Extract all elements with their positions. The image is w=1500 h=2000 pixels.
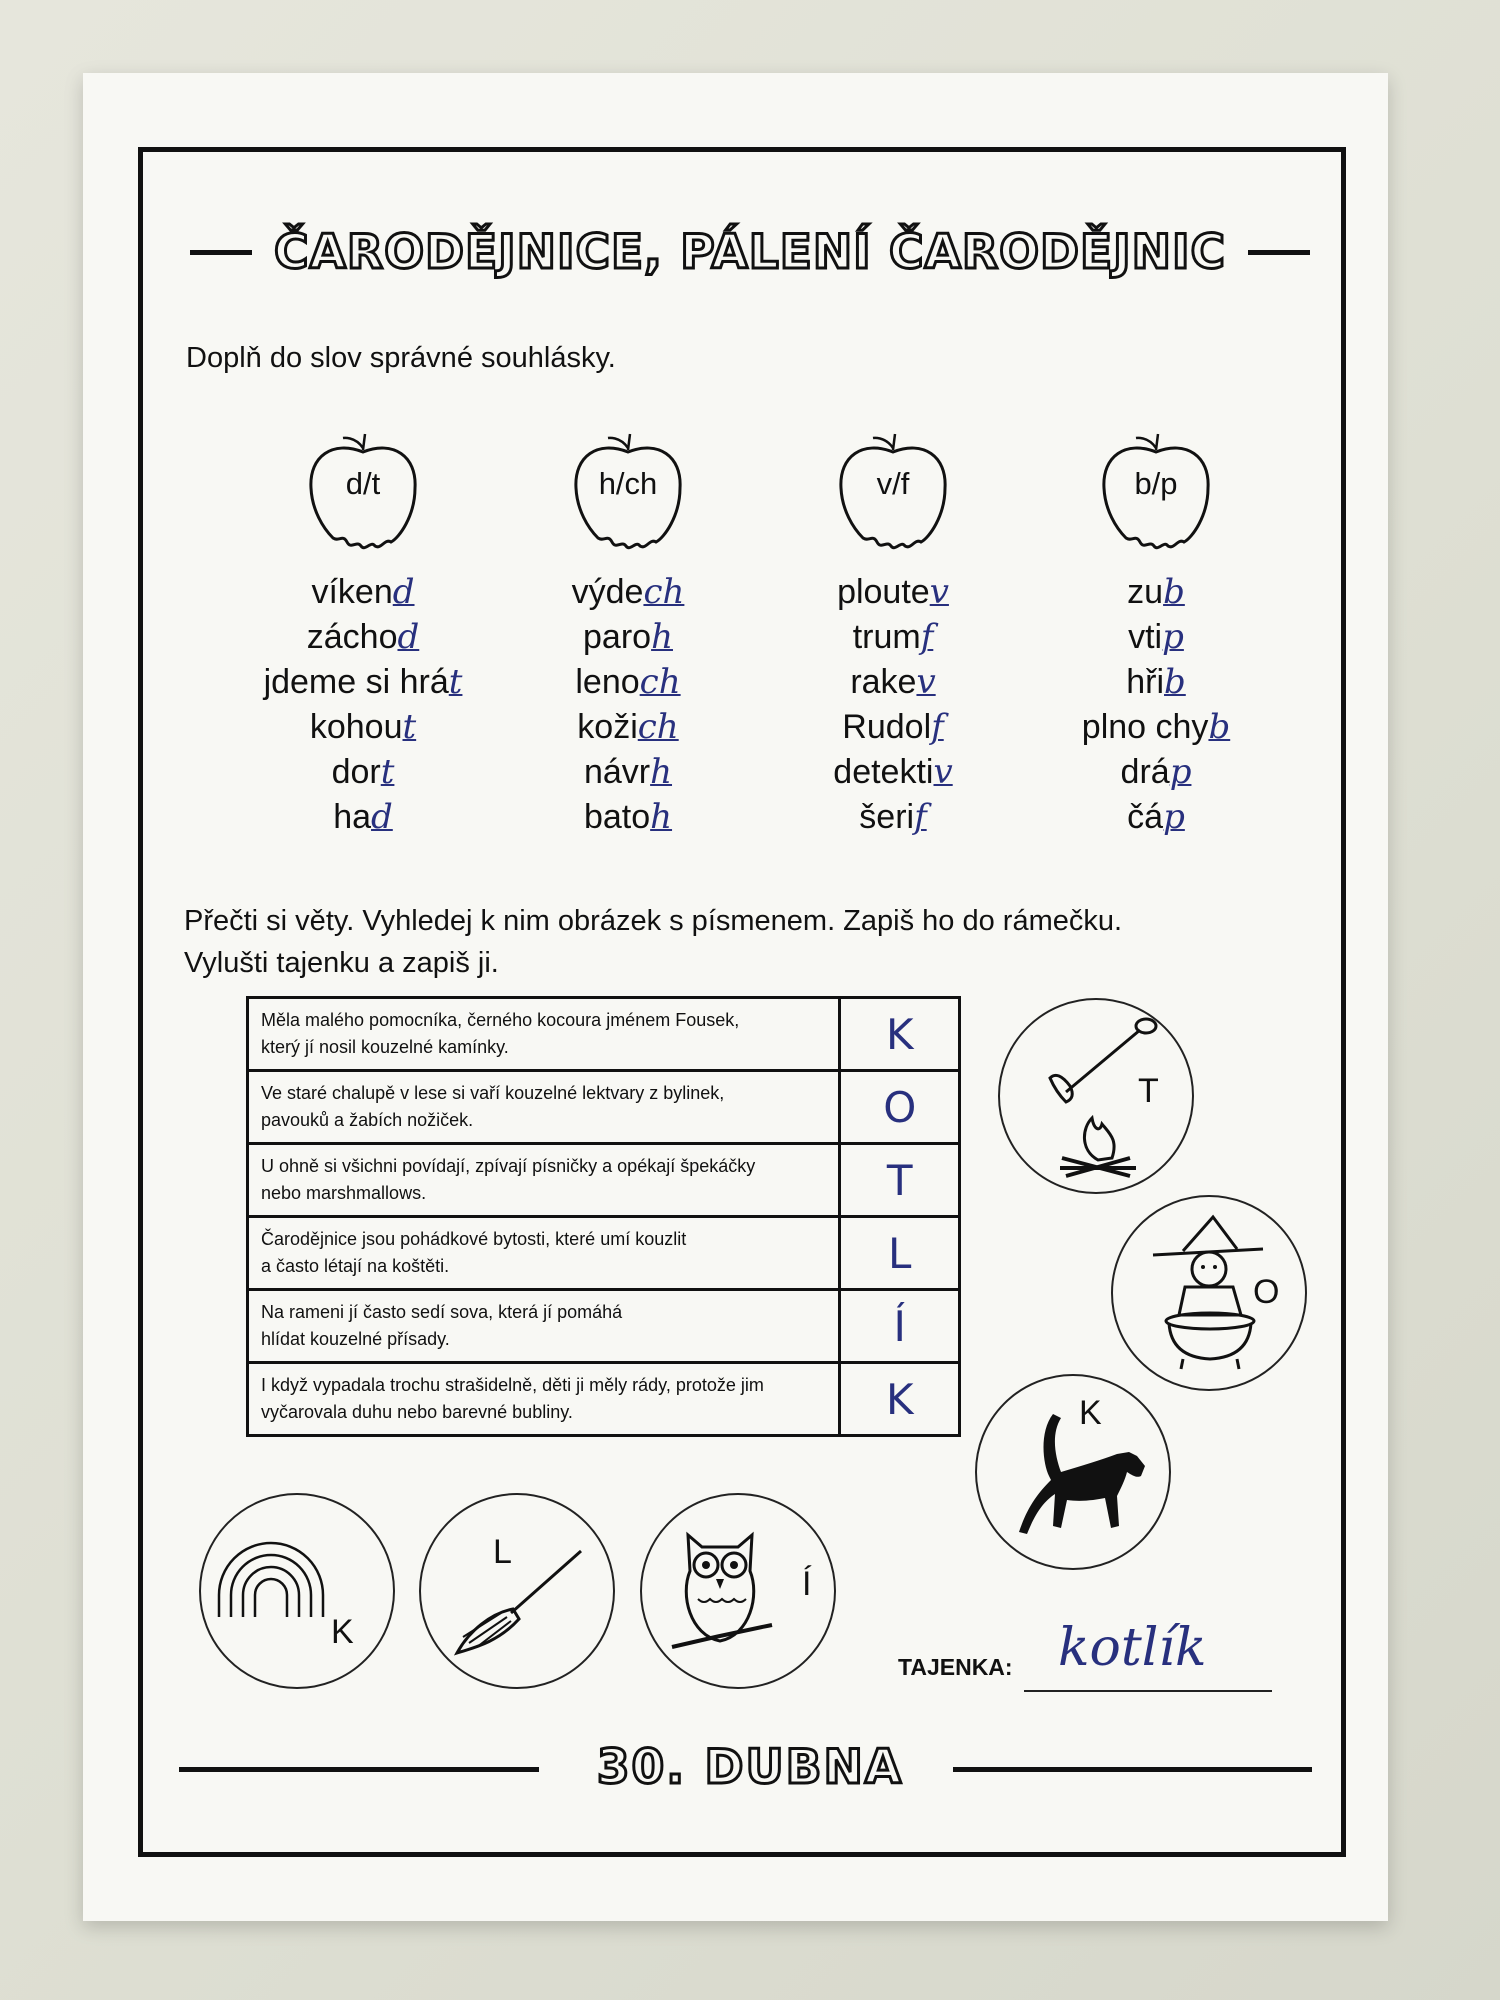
tajenka-answer[interactable]: kotlík xyxy=(1058,1618,1207,1678)
tajenka-label: TAJENKA: xyxy=(898,1654,1013,1680)
page-title: ČARODĚJNICE, PÁLENÍ ČARODĚJNIC xyxy=(274,224,1226,280)
apple-label: d/t xyxy=(345,466,381,501)
picture-letter: O xyxy=(1253,1273,1280,1311)
column-b-p xyxy=(1036,430,1276,840)
footer-date: 30. DUBNA xyxy=(596,1740,904,1795)
apple-label: b/p xyxy=(1134,466,1178,501)
footer-rule-right xyxy=(953,1767,1312,1772)
picture-campfire xyxy=(998,998,1194,1194)
picture-letter: T xyxy=(1138,1072,1159,1110)
apple-icon xyxy=(568,430,688,560)
answer-box[interactable]: T xyxy=(840,1144,960,1217)
sentence-cell: Na rameni jí často sedí sova, která jí pomáhá hlídat kouzelné přísady. xyxy=(248,1290,840,1363)
table-row xyxy=(248,1363,960,1436)
table-row xyxy=(248,1290,960,1363)
word-item: vtip xyxy=(1128,617,1184,657)
witch-cauldron-icon xyxy=(1113,1197,1309,1393)
word-item: trumf xyxy=(852,617,934,657)
word-item: dort xyxy=(331,752,395,792)
instruction-riddle-line1: Přečti si věty. Vyhledej k nim obrázek s písmenem. Zapiš ho do rámečku. xyxy=(184,905,1123,937)
answer-box[interactable]: K xyxy=(840,998,960,1071)
picture-letter: K xyxy=(1079,1394,1102,1432)
table-row xyxy=(248,998,960,1071)
word-item: Rudolf xyxy=(842,707,944,747)
word-item: víkend xyxy=(311,572,415,612)
tajenka-answer-line xyxy=(1024,1690,1272,1692)
footer-date-bar xyxy=(0,1740,1500,1800)
word-item: lenoch xyxy=(575,662,681,702)
answer-box[interactable]: O xyxy=(840,1071,960,1144)
sentence-cell: Měla malého pomocníka, černého kocoura jménem Fousek, který jí nosil kouzelné kamínky. xyxy=(248,998,840,1071)
rainbow-icon xyxy=(201,1495,397,1691)
word-item: batoh xyxy=(583,797,673,837)
table-row xyxy=(248,1144,960,1217)
word-item: dráp xyxy=(1120,752,1192,792)
word-item: kožich xyxy=(577,707,679,747)
apple-label: v/f xyxy=(876,466,910,501)
word-item: kohout xyxy=(309,707,417,747)
picture-rainbow xyxy=(199,1493,395,1689)
picture-witch xyxy=(1111,1195,1307,1391)
word-item: výdech xyxy=(571,572,685,612)
cat-icon xyxy=(977,1376,1173,1572)
word-item: hřib xyxy=(1126,662,1186,702)
instruction-riddle xyxy=(184,900,1122,984)
answer-box[interactable]: L xyxy=(840,1217,960,1290)
word-item: rakev xyxy=(850,662,936,702)
apple-icon xyxy=(833,430,953,560)
table-row xyxy=(248,1217,960,1290)
column-v-f xyxy=(773,430,1013,840)
column-d-t xyxy=(243,430,483,840)
instruction-riddle-line2: Vylušti tajenku a zapiš ji. xyxy=(184,947,499,979)
answer-box[interactable]: K xyxy=(840,1363,960,1436)
picture-broom xyxy=(419,1493,615,1689)
apple-label: h/ch xyxy=(598,466,658,501)
picture-cat xyxy=(975,1374,1171,1570)
sentence-cell: U ohně si všichni povídají, zpívají písničky a opékají špekáčky nebo marshmallows. xyxy=(248,1144,840,1217)
column-h-ch xyxy=(508,430,748,840)
title-rule-right xyxy=(1248,250,1310,255)
sentence-cell: Čarodějnice jsou pohádkové bytosti, které umí kouzlit a často létají na koštěti. xyxy=(248,1217,840,1290)
picture-letter: L xyxy=(493,1533,512,1571)
instruction-consonants: Doplň do slov správné souhlásky. xyxy=(186,342,616,374)
title-rule-left xyxy=(190,250,252,255)
broom-icon xyxy=(421,1495,617,1691)
sentence-cell: I když vypadala trochu strašidelně, děti ji měly rády, protože jim vyčarovala duhu nebo barevné bubliny. xyxy=(248,1363,840,1436)
word-item: had xyxy=(333,797,393,837)
answer-box[interactable]: Í xyxy=(840,1290,960,1363)
word-item: návrh xyxy=(583,752,673,792)
word-item: záchod xyxy=(306,617,420,657)
sentence-cell: Ve staré chalupě v lese si vaří kouzelné lektvary z bylinek, pavouků a žabích nožiček. xyxy=(248,1071,840,1144)
word-item: ploutev xyxy=(837,572,949,612)
apple-icon xyxy=(1096,430,1216,560)
picture-letter: Í xyxy=(802,1565,812,1603)
apple-icon xyxy=(303,430,423,560)
word-item: plno chyb xyxy=(1081,707,1231,747)
sentence-table xyxy=(246,996,961,1437)
picture-owl xyxy=(640,1493,836,1689)
word-item: šerif xyxy=(859,797,927,837)
picture-letter: K xyxy=(331,1613,354,1651)
word-item: čáp xyxy=(1127,797,1185,837)
word-item: detektiv xyxy=(833,752,953,792)
table-row xyxy=(248,1071,960,1144)
campfire-icon xyxy=(1000,1000,1196,1196)
word-item: jdeme si hrát xyxy=(263,662,463,702)
word-item: paroh xyxy=(583,617,673,657)
title-bar xyxy=(0,222,1500,282)
word-item: zub xyxy=(1127,572,1185,612)
